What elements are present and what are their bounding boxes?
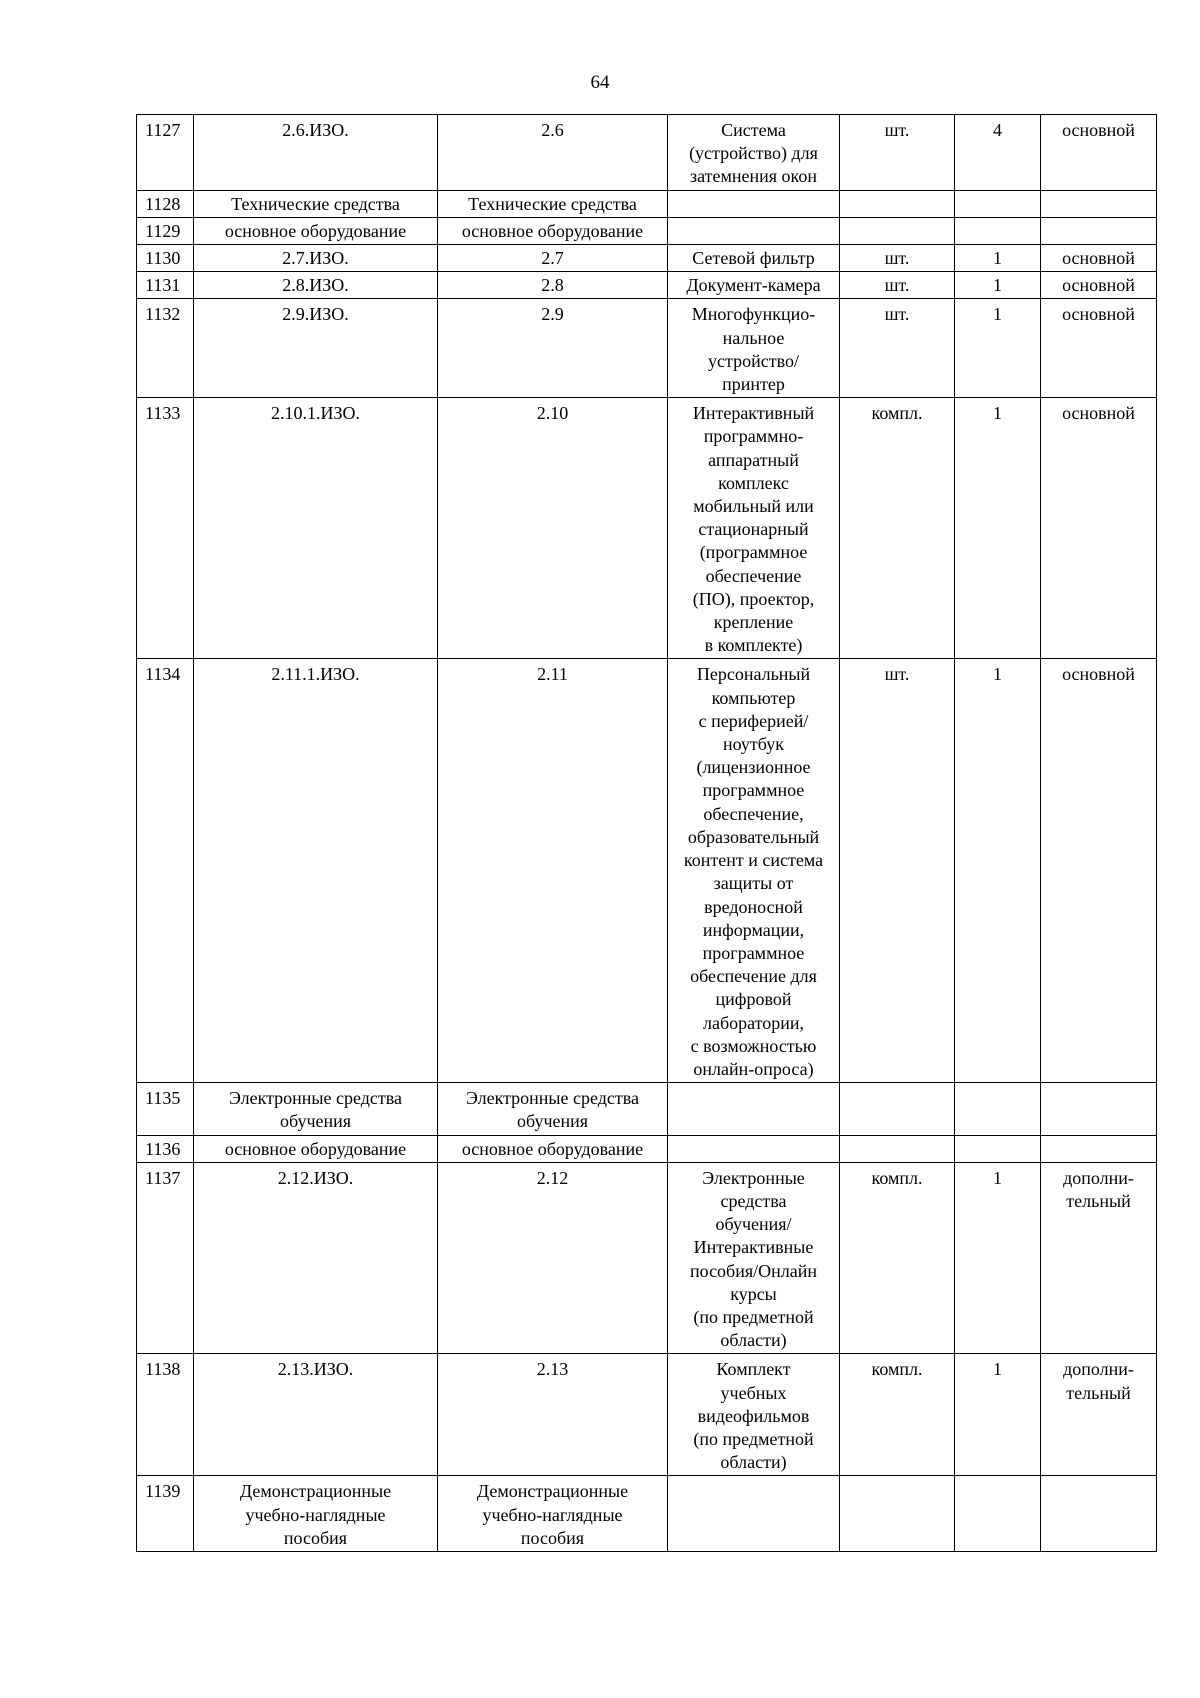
- item-type: основной: [1041, 272, 1157, 299]
- table-row: [137, 1354, 1157, 1476]
- item-unit: компл.: [840, 1354, 955, 1476]
- table-row: [137, 245, 1157, 272]
- item-qty: 1: [955, 398, 1041, 659]
- item-qty: [955, 1135, 1041, 1162]
- equipment-table: [136, 114, 1157, 1552]
- item-unit: шт.: [840, 245, 955, 272]
- item-qty: 1: [955, 1354, 1041, 1476]
- item-ref: Демонстрационные учебно-наглядные пособия: [438, 1476, 668, 1552]
- item-code: 2.12.ИЗО.: [194, 1162, 438, 1354]
- row-number: 1139: [137, 1476, 194, 1552]
- item-name: [668, 1476, 840, 1552]
- item-unit: [840, 1476, 955, 1552]
- item-code: Демонстрационные учебно-наглядные пособия: [194, 1476, 438, 1552]
- item-type: основной: [1041, 299, 1157, 398]
- table-row: [137, 272, 1157, 299]
- item-code: Электронные средства обучения: [194, 1083, 438, 1135]
- item-unit: компл.: [840, 398, 955, 659]
- item-unit: шт.: [840, 115, 955, 191]
- item-qty: [955, 1476, 1041, 1552]
- item-type: [1041, 217, 1157, 244]
- table-row: [137, 1083, 1157, 1135]
- item-name: Интерактивный программно- аппаратный комплекс мобильный или стационарный (программное обеспечение (ПО), проектор, крепление в комплекте): [668, 398, 840, 659]
- row-number: 1136: [137, 1135, 194, 1162]
- item-qty: [955, 190, 1041, 217]
- item-qty: 1: [955, 1162, 1041, 1354]
- page-number: 64: [590, 72, 610, 93]
- table-row: [137, 115, 1157, 191]
- item-qty: 1: [955, 659, 1041, 1083]
- row-number: 1132: [137, 299, 194, 398]
- item-code: 2.7.ИЗО.: [194, 245, 438, 272]
- item-unit: компл.: [840, 1162, 955, 1354]
- item-code: Технические средства: [194, 190, 438, 217]
- item-unit: [840, 190, 955, 217]
- table-row: [137, 190, 1157, 217]
- table-row: [137, 1476, 1157, 1552]
- item-code: основное оборудование: [194, 1135, 438, 1162]
- item-ref: Технические средства: [438, 190, 668, 217]
- row-number: 1130: [137, 245, 194, 272]
- table-row: [137, 398, 1157, 659]
- item-ref: основное оборудование: [438, 217, 668, 244]
- row-number: 1129: [137, 217, 194, 244]
- item-unit: шт.: [840, 272, 955, 299]
- item-code: основное оборудование: [194, 217, 438, 244]
- item-type: [1041, 190, 1157, 217]
- item-code: 2.10.1.ИЗО.: [194, 398, 438, 659]
- item-unit: [840, 217, 955, 244]
- item-ref: 2.6: [438, 115, 668, 191]
- item-qty: 1: [955, 299, 1041, 398]
- table-row: [137, 1135, 1157, 1162]
- item-name: [668, 1083, 840, 1135]
- item-type: [1041, 1476, 1157, 1552]
- row-number: 1131: [137, 272, 194, 299]
- item-name: [668, 1135, 840, 1162]
- item-ref: 2.10: [438, 398, 668, 659]
- item-qty: 1: [955, 245, 1041, 272]
- item-name: Электронные средства обучения/ Интерактивные пособия/Онлайн курсы (по предметной области): [668, 1162, 840, 1354]
- table-row: [137, 1162, 1157, 1354]
- item-qty: 1: [955, 272, 1041, 299]
- item-name: Комплект учебных видеофильмов (по предметной области): [668, 1354, 840, 1476]
- item-name: Персональный компьютер с периферией/ ноутбук (лицензионное программное обеспечение, образовательный контент и система защиты от вредоносной информации, программное обеспечение для цифровой лаборатории, с возможностью онлайн-опроса): [668, 659, 840, 1083]
- item-name: Система (устройство) для затемнения окон: [668, 115, 840, 191]
- item-ref: основное оборудование: [438, 1135, 668, 1162]
- item-type: основной: [1041, 245, 1157, 272]
- table-row: [137, 217, 1157, 244]
- table-row: [137, 299, 1157, 398]
- item-type: дополни- тельный: [1041, 1354, 1157, 1476]
- item-code: 2.6.ИЗО.: [194, 115, 438, 191]
- item-ref: 2.11: [438, 659, 668, 1083]
- item-qty: [955, 1083, 1041, 1135]
- item-type: основной: [1041, 398, 1157, 659]
- item-unit: [840, 1083, 955, 1135]
- row-number: 1128: [137, 190, 194, 217]
- item-type: [1041, 1083, 1157, 1135]
- item-ref: 2.13: [438, 1354, 668, 1476]
- item-name: [668, 217, 840, 244]
- item-ref: 2.8: [438, 272, 668, 299]
- item-type: основной: [1041, 659, 1157, 1083]
- item-type: дополни- тельный: [1041, 1162, 1157, 1354]
- item-name: [668, 190, 840, 217]
- row-number: 1133: [137, 398, 194, 659]
- item-code: 2.9.ИЗО.: [194, 299, 438, 398]
- item-code: 2.11.1.ИЗО.: [194, 659, 438, 1083]
- row-number: 1138: [137, 1354, 194, 1476]
- item-name: Многофункцио- нальное устройство/ принтер: [668, 299, 840, 398]
- item-ref: 2.7: [438, 245, 668, 272]
- item-qty: 4: [955, 115, 1041, 191]
- item-code: 2.13.ИЗО.: [194, 1354, 438, 1476]
- item-type: основной: [1041, 115, 1157, 191]
- item-ref: 2.12: [438, 1162, 668, 1354]
- item-unit: шт.: [840, 299, 955, 398]
- row-number: 1137: [137, 1162, 194, 1354]
- item-ref: Электронные средства обучения: [438, 1083, 668, 1135]
- item-code: 2.8.ИЗО.: [194, 272, 438, 299]
- row-number: 1135: [137, 1083, 194, 1135]
- item-name: Документ-камера: [668, 272, 840, 299]
- row-number: 1134: [137, 659, 194, 1083]
- item-name: Сетевой фильтр: [668, 245, 840, 272]
- item-ref: 2.9: [438, 299, 668, 398]
- item-type: [1041, 1135, 1157, 1162]
- row-number: 1127: [137, 115, 194, 191]
- item-unit: шт.: [840, 659, 955, 1083]
- item-unit: [840, 1135, 955, 1162]
- item-qty: [955, 217, 1041, 244]
- table-row: [137, 659, 1157, 1083]
